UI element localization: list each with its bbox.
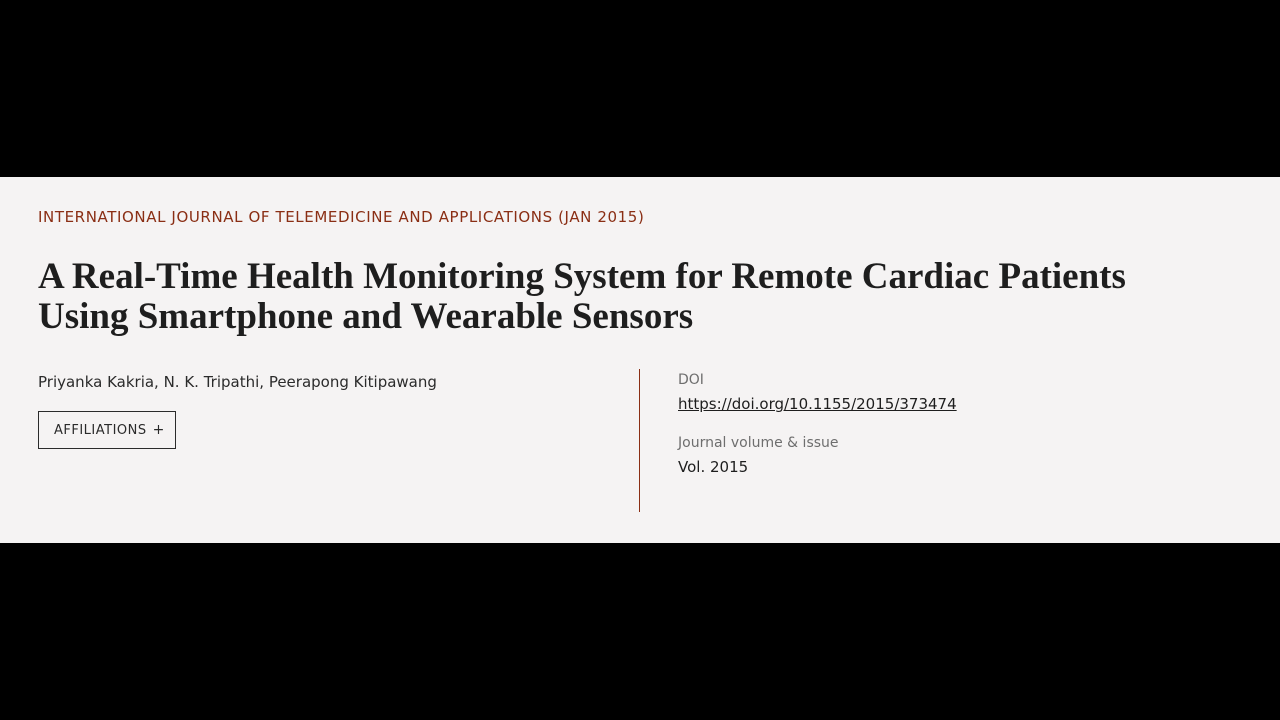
author-list: Priyanka Kakria, N. K. Tripathi, Peerapong Kitipawang	[38, 373, 437, 391]
doi-link[interactable]: https://doi.org/10.1155/2015/373474	[678, 395, 957, 413]
article-title: A Real-Time Health Monitoring System for Remote Cardiac Patients Using Smartphone and Wearable Sensors	[38, 256, 1126, 337]
journal-name: INTERNATIONAL JOURNAL OF TELEMEDICINE AND APPLICATIONS (JAN 2015)	[38, 208, 645, 226]
volume-label: Journal volume & issue	[678, 435, 839, 451]
doi-label: DOI	[678, 372, 704, 388]
volume-value: Vol. 2015	[678, 458, 749, 476]
plus-icon: +	[152, 422, 165, 438]
affiliations-label: AFFILIATIONS	[54, 422, 147, 438]
article-header-panel	[0, 177, 1280, 543]
affiliations-button[interactable]	[38, 411, 176, 449]
column-divider	[639, 369, 640, 512]
